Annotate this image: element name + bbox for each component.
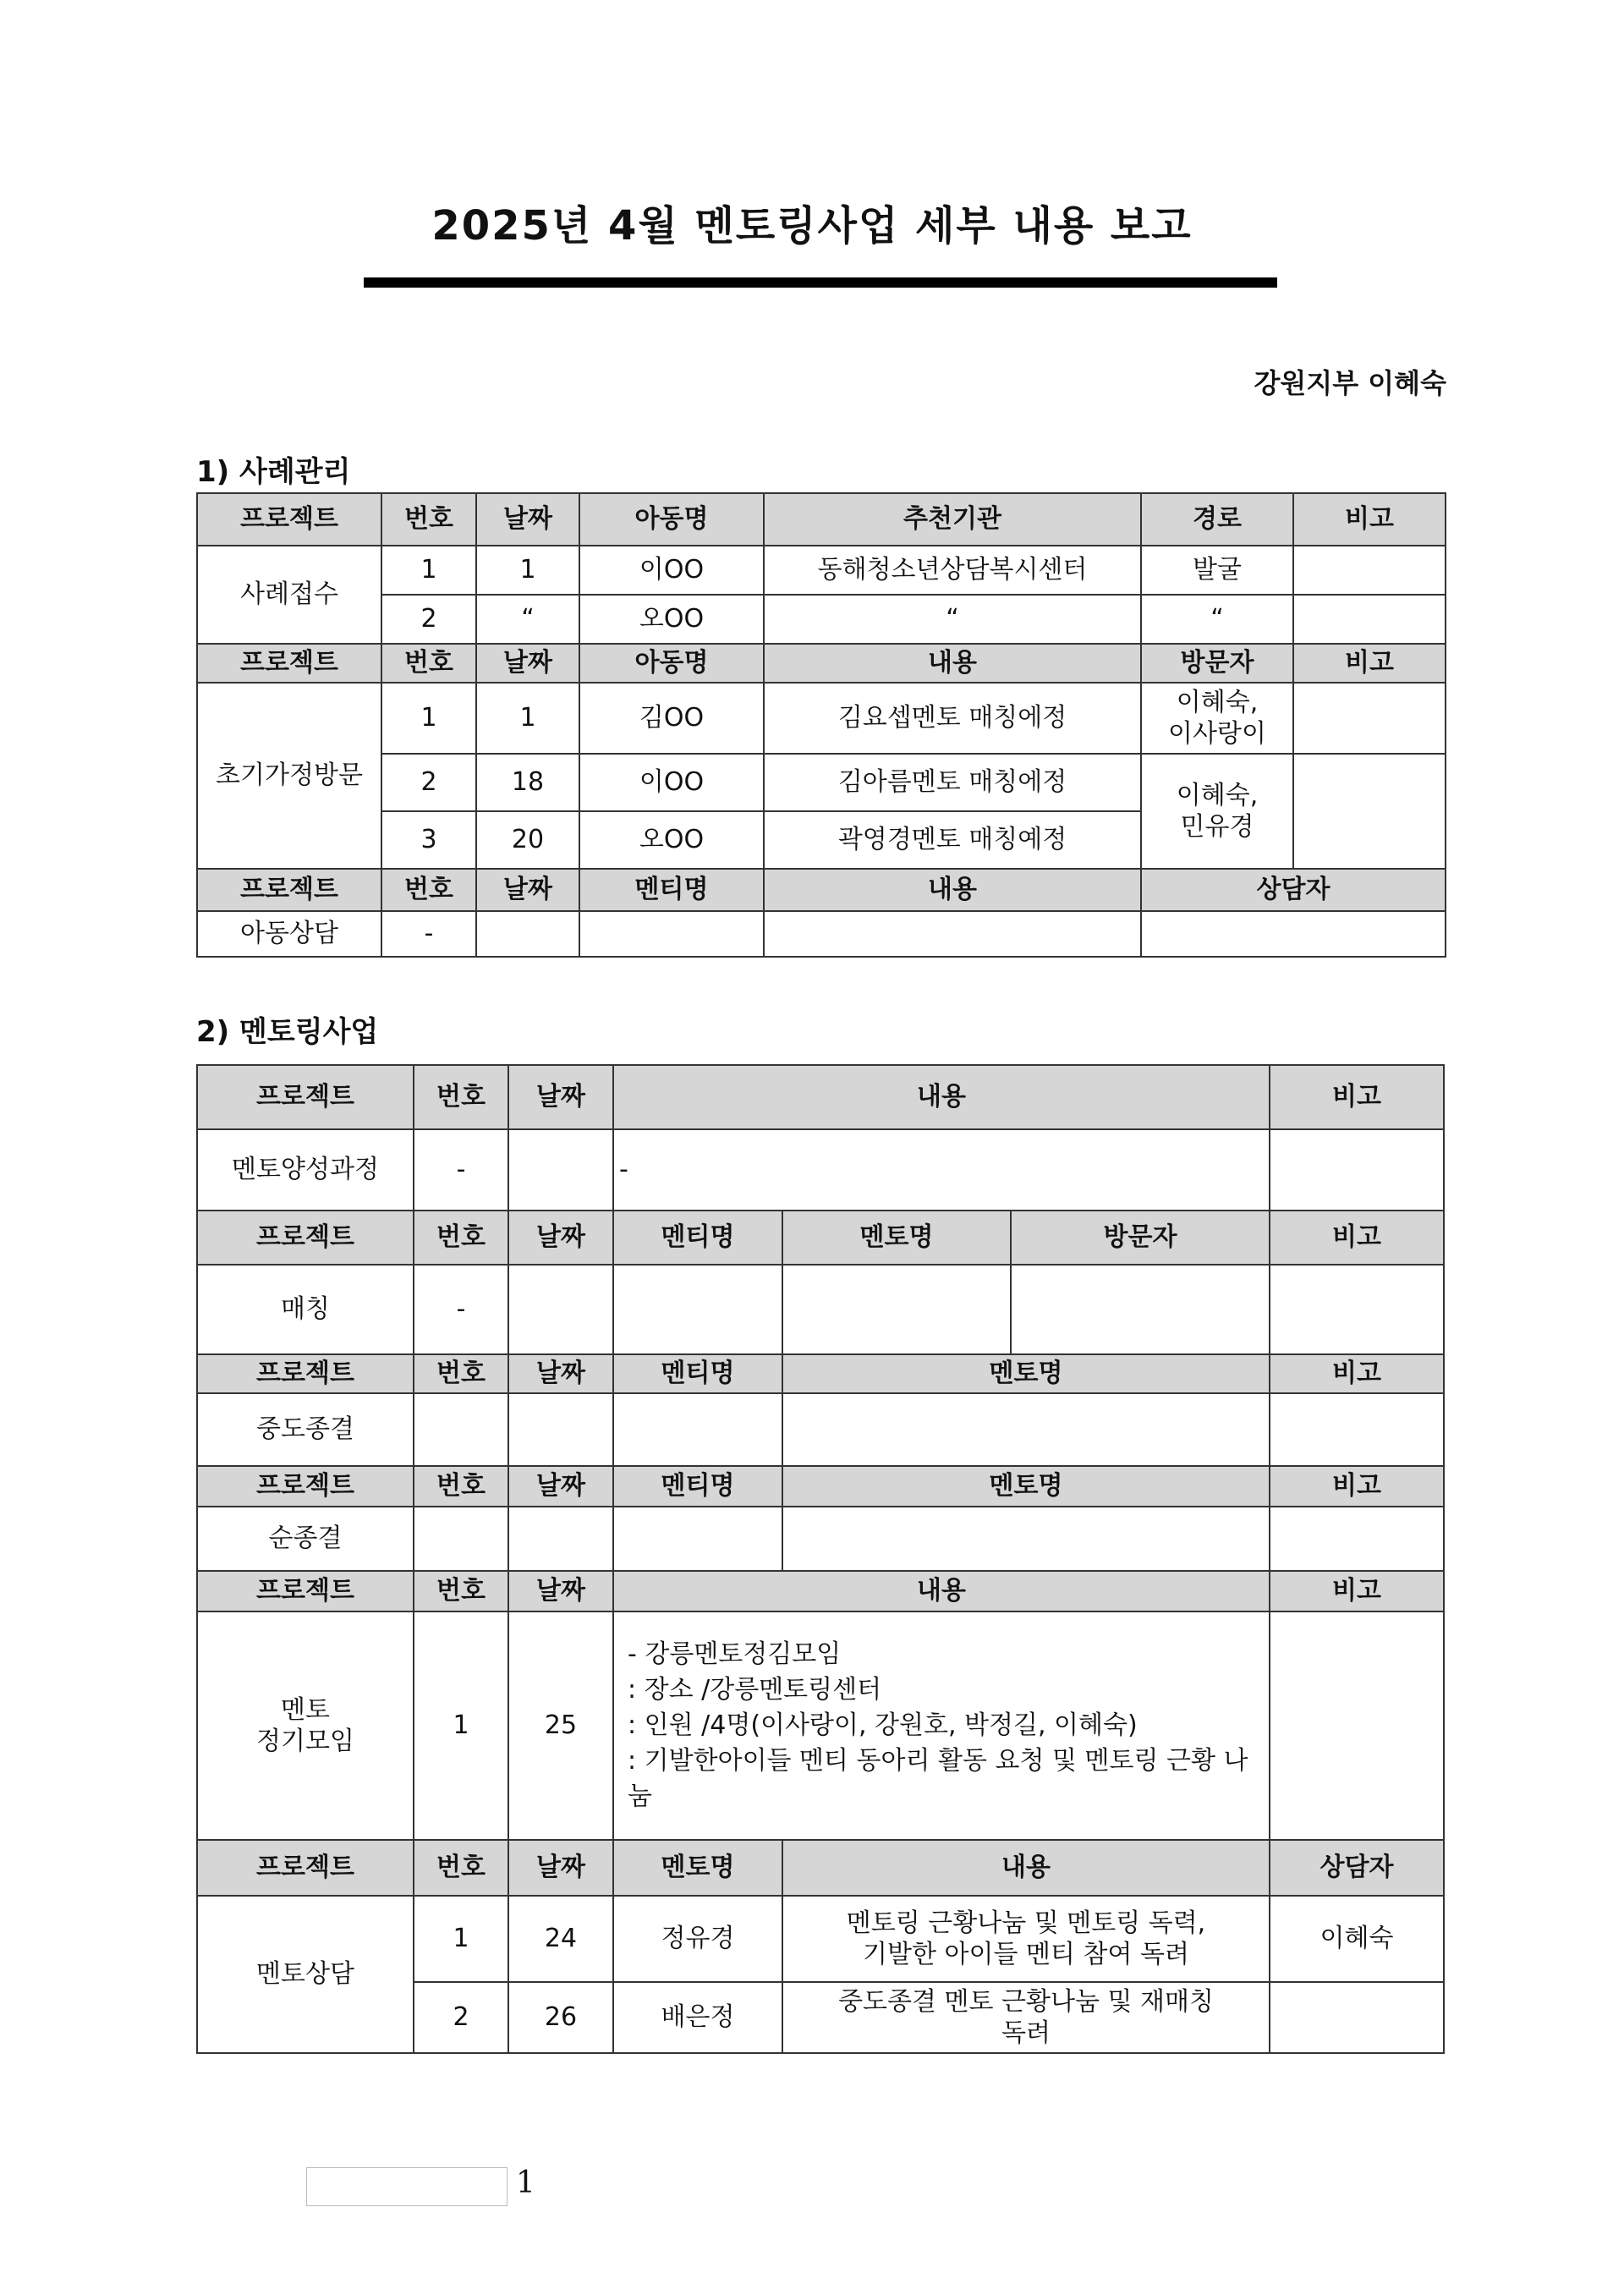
content-cell: 김요셉멘토 매칭에정 xyxy=(764,683,1141,754)
child-name-cell: 김OO xyxy=(579,683,764,754)
number-cell: 1 xyxy=(381,546,476,595)
header-cell: 번호 xyxy=(414,1466,508,1507)
mentor-cell xyxy=(782,1393,1270,1466)
project-cell: 멘토상담 xyxy=(197,1896,414,2053)
note-cell xyxy=(1270,1265,1444,1354)
author-line: 강원지부 이혜숙 xyxy=(1254,367,1446,399)
number-cell: - xyxy=(381,911,476,957)
header-cell: 아동명 xyxy=(579,644,764,683)
header-cell: 멘토명 xyxy=(782,1466,1270,1507)
table-row xyxy=(197,1393,1444,1466)
header-cell: 멘티명 xyxy=(613,1211,782,1265)
header-cell: 번호 xyxy=(414,1354,508,1393)
header-cell: 멘토명 xyxy=(782,1354,1270,1393)
note-cell xyxy=(1270,1129,1444,1211)
header-cell: 날짜 xyxy=(476,493,579,546)
mentee-cell xyxy=(579,911,764,957)
note-cell xyxy=(1270,1393,1444,1466)
note-cell xyxy=(1293,595,1446,644)
header-cell: 내용 xyxy=(782,1840,1270,1896)
note-cell xyxy=(1270,1611,1444,1840)
note-cell xyxy=(1293,754,1446,869)
document-title: 2025년 4월 멘토링사업 세부 내용 보고 xyxy=(431,202,1193,250)
mentee-cell xyxy=(613,1507,782,1571)
number-cell: 2 xyxy=(414,1982,508,2053)
case-management-table xyxy=(196,492,1446,958)
header-cell: 번호 xyxy=(381,644,476,683)
header-cell: 프로젝트 xyxy=(197,1840,414,1896)
number-cell: - xyxy=(414,1265,508,1354)
project-cell: 사례접수 xyxy=(197,546,381,644)
date-cell: 25 xyxy=(508,1611,613,1840)
date-cell xyxy=(508,1507,613,1571)
note-cell xyxy=(1293,683,1446,754)
header-cell: 비고 xyxy=(1270,1065,1444,1129)
content-cell: 멘토링 근황나눔 및 멘토링 독력, 기발한 아이들 멘티 참여 독려 xyxy=(782,1896,1270,1982)
number-cell: 1 xyxy=(381,683,476,754)
table-row xyxy=(197,1507,1444,1571)
content-cell: - xyxy=(613,1129,1270,1211)
header-cell: 프로젝트 xyxy=(197,1211,414,1265)
header-cell: 날짜 xyxy=(476,869,579,911)
project-cell: 순종결 xyxy=(197,1507,414,1571)
header-cell: 날짜 xyxy=(508,1840,613,1896)
visitor-cell: 이혜숙, 민유경 xyxy=(1141,754,1293,869)
table-row xyxy=(197,546,1446,595)
table-row xyxy=(197,1129,1444,1211)
project-cell: 멘토 정기모임 xyxy=(197,1611,414,1840)
header-cell: 아동명 xyxy=(579,493,764,546)
date-cell: 26 xyxy=(508,1982,613,2053)
number-cell: - xyxy=(414,1129,508,1211)
header-cell: 추천기관 xyxy=(764,493,1141,546)
number-cell: 3 xyxy=(381,811,476,869)
counselor-cell xyxy=(1141,911,1446,957)
content-cell xyxy=(764,911,1141,957)
header-cell: 멘티명 xyxy=(579,869,764,911)
date-cell: 1 xyxy=(476,683,579,754)
header-cell: 프로젝트 xyxy=(197,869,381,911)
agency-cell: 동해청소년상담복시센터 xyxy=(764,546,1141,595)
header-cell: 비고 xyxy=(1270,1571,1444,1611)
table-row xyxy=(197,1265,1444,1354)
header-cell: 번호 xyxy=(381,493,476,546)
footer-box xyxy=(306,2167,508,2206)
table-row xyxy=(197,1896,1444,1982)
project-cell: 중도종결 xyxy=(197,1393,414,1466)
header-cell: 내용 xyxy=(613,1571,1270,1611)
header-cell: 멘티명 xyxy=(613,1354,782,1393)
date-cell xyxy=(508,1393,613,1466)
note-cell xyxy=(1270,1507,1444,1571)
project-cell: 초기가정방문 xyxy=(197,683,381,869)
content-cell: - 강릉멘토정김모임 : 장소 /강릉멘토링센터 : 인원 /4명(이사랑이, 강원호, 박정길, 이혜숙) : 기발한아이들 멘티 동아리 활동 요청 및 멘토링 근황 나눔 xyxy=(613,1611,1270,1840)
header-cell: 상담자 xyxy=(1270,1840,1444,1896)
mentor-cell xyxy=(782,1507,1270,1571)
visitor-cell: 이혜숙, 이사랑이 xyxy=(1141,683,1293,754)
header-cell: 번호 xyxy=(381,869,476,911)
header-cell: 비고 xyxy=(1270,1211,1444,1265)
header-cell: 방문자 xyxy=(1141,644,1293,683)
header-cell: 비고 xyxy=(1270,1354,1444,1393)
header-cell: 비고 xyxy=(1270,1466,1444,1507)
header-cell: 날짜 xyxy=(508,1354,613,1393)
project-cell: 아동상담 xyxy=(197,911,381,957)
date-cell: 20 xyxy=(476,811,579,869)
date-cell: 24 xyxy=(508,1896,613,1982)
mentee-cell xyxy=(613,1393,782,1466)
header-cell: 프로젝트 xyxy=(197,644,381,683)
route-cell: 발굴 xyxy=(1141,546,1293,595)
header-cell: 날짜 xyxy=(476,644,579,683)
header-cell: 번호 xyxy=(414,1211,508,1265)
header-cell: 멘토명 xyxy=(613,1840,782,1896)
child-name-cell: 이OO xyxy=(579,546,764,595)
date-cell xyxy=(476,911,579,957)
header-cell: 비고 xyxy=(1293,644,1446,683)
header-cell: 프로젝트 xyxy=(197,1354,414,1393)
header-cell: 번호 xyxy=(414,1840,508,1896)
mentor-cell xyxy=(782,1265,1011,1354)
date-cell xyxy=(508,1129,613,1211)
mentor-cell: 배은정 xyxy=(613,1982,782,2053)
mentoring-table xyxy=(196,1064,1445,2054)
header-cell: 프로젝트 xyxy=(197,1466,414,1507)
header-cell: 멘토명 xyxy=(782,1211,1011,1265)
title-underline xyxy=(364,277,1277,288)
table-row xyxy=(197,683,1446,754)
number-cell: 2 xyxy=(381,754,476,811)
number-cell xyxy=(414,1507,508,1571)
content-cell: 김아름멘토 매칭에정 xyxy=(764,754,1141,811)
note-cell xyxy=(1293,546,1446,595)
header-cell: 내용 xyxy=(613,1065,1270,1129)
header-cell: 번호 xyxy=(414,1065,508,1129)
header-cell: 프로젝트 xyxy=(197,1065,414,1129)
header-cell: 번호 xyxy=(414,1571,508,1611)
header-cell: 날짜 xyxy=(508,1466,613,1507)
date-cell: 18 xyxy=(476,754,579,811)
header-cell: 비고 xyxy=(1293,493,1446,546)
table-row xyxy=(197,754,1446,811)
header-cell: 내용 xyxy=(764,644,1141,683)
table-row xyxy=(197,911,1446,957)
header-cell: 날짜 xyxy=(508,1065,613,1129)
header-cell: 내용 xyxy=(764,869,1141,911)
child-name-cell: 오OO xyxy=(579,595,764,644)
header-cell: 날짜 xyxy=(508,1211,613,1265)
header-cell: 상담자 xyxy=(1141,869,1446,911)
child-name-cell: 이OO xyxy=(579,754,764,811)
section2-heading: 2) 멘토링사업 xyxy=(196,1015,379,1049)
visitor-cell xyxy=(1011,1265,1270,1354)
table-row xyxy=(197,595,1446,644)
header-cell: 방문자 xyxy=(1011,1211,1270,1265)
table-row xyxy=(197,1611,1444,1840)
date-cell: 1 xyxy=(476,546,579,595)
route-cell: “ xyxy=(1141,595,1293,644)
agency-cell: “ xyxy=(764,595,1141,644)
child-name-cell: 오OO xyxy=(579,811,764,869)
mentee-cell xyxy=(613,1265,782,1354)
mentor-cell: 정유경 xyxy=(613,1896,782,1982)
number-cell: 1 xyxy=(414,1611,508,1840)
header-cell: 프로젝트 xyxy=(197,1571,414,1611)
counselor-cell xyxy=(1270,1982,1444,2053)
header-cell: 날짜 xyxy=(508,1571,613,1611)
number-cell: 2 xyxy=(381,595,476,644)
section1-heading: 1) 사례관리 xyxy=(196,455,351,489)
counselor-cell: 이혜숙 xyxy=(1270,1896,1444,1982)
number-cell xyxy=(414,1393,508,1466)
header-cell: 경로 xyxy=(1141,493,1293,546)
header-cell: 프로젝트 xyxy=(197,493,381,546)
header-cell: 멘티명 xyxy=(613,1466,782,1507)
content-cell: 곽영경멘토 매칭예정 xyxy=(764,811,1141,869)
project-cell: 매칭 xyxy=(197,1265,414,1354)
content-cell: 중도종결 멘토 근황나눔 및 재매칭 독려 xyxy=(782,1982,1270,2053)
date-cell xyxy=(508,1265,613,1354)
page-number: 1 xyxy=(516,2166,535,2200)
date-cell: “ xyxy=(476,595,579,644)
number-cell: 1 xyxy=(414,1896,508,1982)
project-cell: 멘토양성과정 xyxy=(197,1129,414,1211)
